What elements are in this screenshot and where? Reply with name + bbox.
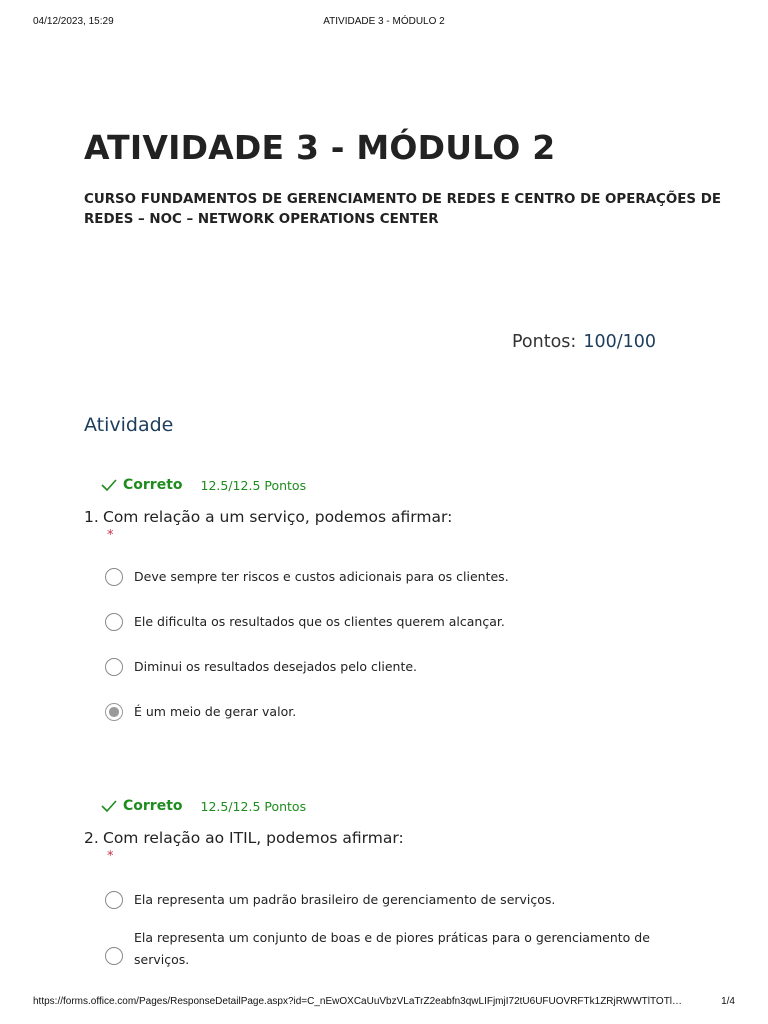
radio-icon[interactable] (105, 568, 123, 586)
print-page-number: 1/4 (721, 996, 735, 1007)
radio-icon[interactable] (105, 658, 123, 676)
option-label: Diminui os resultados desejados pelo cliente. (134, 659, 418, 674)
form-title: ATIVIDADE 3 - MÓDULO 2 (84, 128, 556, 167)
question-points: 12.5/12.5 Pontos (200, 798, 307, 814)
question-text: Com relação ao ITIL, podemos afirmar: (103, 829, 404, 847)
radio-icon[interactable] (105, 947, 123, 965)
status-correct: Correto (123, 477, 183, 493)
option-label: Deve sempre ter riscos e custos adicionais para os clientes. (134, 569, 509, 584)
score-label: Pontos: (512, 332, 577, 352)
option-label: Ele dificulta os resultados que os clientes querem alcançar. (134, 614, 505, 629)
required-marker: * (107, 528, 114, 543)
radio-icon[interactable] (105, 613, 123, 631)
radio-icon[interactable] (105, 891, 123, 909)
print-url[interactable]: https://forms.office.com/Pages/ResponseDetailPage.aspx?id=C_nEwOXCaUuVbzVLaTrZ2eabfn3qwLIFjmjI72tU6UFUOVRFTk1ZRjRWWTlTOTl… (33, 996, 683, 1007)
option-label: Ela representa um padrão brasileiro de gerenciamento de serviços. (134, 892, 556, 907)
check-icon (101, 800, 117, 812)
section-title: Atividade (84, 414, 174, 436)
question-text: Com relação a um serviço, podemos afirmar: (103, 508, 453, 526)
radio-selected-icon[interactable] (105, 703, 123, 721)
required-marker: * (107, 849, 114, 864)
status-correct: Correto (123, 798, 183, 814)
question-number: 1. (84, 508, 99, 526)
option-label: É um meio de gerar valor. (134, 704, 297, 719)
question-number: 2. (84, 829, 99, 847)
option-label: Ela representa um conjunto de boas e de piores práticas para o gerenciamento de serviços. (134, 930, 650, 967)
print-datetime: 04/12/2023, 15:29 (33, 16, 114, 27)
check-icon (101, 479, 117, 491)
print-footer (0, 996, 768, 1010)
score (512, 332, 656, 352)
print-title: ATIVIDADE 3 - MÓDULO 2 (323, 16, 445, 27)
form-subtitle: CURSO FUNDAMENTOS DE GERENCIAMENTO DE REDES E CENTRO DE OPERAÇÕES DE REDES – NOC – NETWORK OPERATIONS CENTER (84, 192, 721, 227)
score-value: 100/100 (583, 332, 657, 352)
question-status (101, 475, 306, 495)
print-header (0, 16, 768, 30)
question-status (101, 796, 306, 816)
question-points: 12.5/12.5 Pontos (200, 477, 307, 493)
